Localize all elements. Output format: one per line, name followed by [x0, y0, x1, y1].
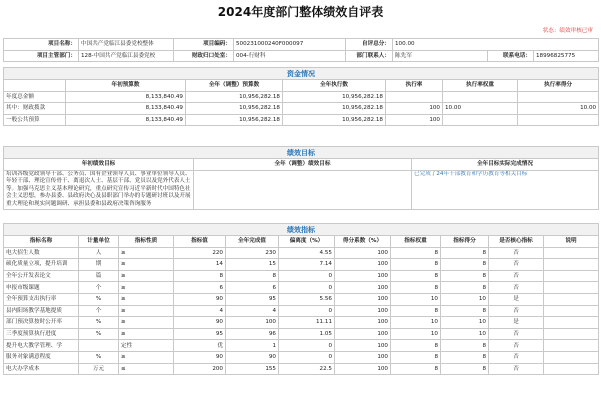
indicator-cell: 100 [335, 363, 391, 375]
indicator-cell [544, 351, 599, 363]
project-name-label: 项目名称： [4, 39, 79, 51]
status-badge: 状态：绩效审核已审 [542, 28, 593, 34]
indicator-cell: 8 [441, 259, 489, 271]
table-row [4, 328, 599, 340]
funds-cell [386, 91, 443, 103]
indicator-cell: ≤ [119, 363, 174, 375]
funds-header: 执行率 [386, 80, 443, 92]
project-name-value: 中国共产党临江县委党校整体 [79, 39, 174, 51]
indicator-cell: 230 [226, 247, 279, 259]
table-row [4, 259, 599, 271]
funds-header: 执行率得分 [518, 80, 599, 92]
indicator-cell: 5.56 [279, 293, 335, 305]
funds-cell [443, 114, 518, 126]
indicator-cell: 服务对象满意程度 [4, 351, 79, 363]
funds-header: 执行率权重 [443, 80, 518, 92]
funds-cell [518, 91, 599, 103]
indicator-cell: 100 [335, 340, 391, 352]
indicator-cell: 8 [391, 247, 441, 259]
table-row [4, 270, 599, 282]
funds-row-label: 年度总金额 [4, 91, 66, 103]
table-row [4, 340, 599, 352]
indicator-cell: 8 [391, 270, 441, 282]
indicator-rows [4, 247, 599, 375]
indicator-cell: % [79, 317, 119, 329]
indicator-cell: ≥ [119, 247, 174, 259]
phone-label: 联系电话： [488, 50, 534, 62]
indicator-cell: 申报市级课题 [4, 282, 79, 294]
funds-header: 年初预算数 [66, 80, 186, 92]
indicator-cell: 定性 [119, 340, 174, 352]
funds-section-title: 资金情况 [4, 68, 599, 80]
funds-row-label: 一般公共预算 [4, 114, 66, 126]
indicator-cell [544, 317, 599, 329]
funds-header: 全年执行数 [283, 80, 386, 92]
indicator-cell: 10 [441, 317, 489, 329]
finance-value: 004-行财科 [234, 50, 346, 62]
indicator-cell: 100 [335, 293, 391, 305]
indicator-cell [544, 270, 599, 282]
indicator-cell [544, 259, 599, 271]
indicator-cell: 90 [226, 351, 279, 363]
indicator-cell [544, 282, 599, 294]
indicators-table [3, 223, 599, 375]
indicator-cell: ≥ [119, 282, 174, 294]
goals-header: 全年（调整）绩效目标 [194, 159, 412, 171]
indicator-cell: 96 [226, 328, 279, 340]
self-score-label: 自评总分： [346, 39, 393, 51]
indicator-cell: 优 [174, 340, 226, 352]
indicator-cell: % [79, 293, 119, 305]
indicator-cell: 否 [489, 363, 544, 375]
phone-value: 18996825775 [534, 50, 599, 62]
indicator-cell: 6 [226, 282, 279, 294]
funds-header-blank [4, 80, 66, 92]
indicator-cell: 8 [391, 363, 441, 375]
indicator-cell: 电大办学成本 [4, 363, 79, 375]
actual-goal-text: 已完成了24年干部教育和学历教育等相关目标 [412, 170, 599, 209]
funds-cell: 10,956,282.18 [186, 91, 283, 103]
goals-header: 全年目标实际完成情况 [412, 159, 599, 171]
indicator-cell: ≥ [119, 305, 174, 317]
indicator-cell: 8 [391, 305, 441, 317]
indicator-cell: % [79, 351, 119, 363]
funds-cell: 8,133,840.49 [66, 91, 186, 103]
indicator-cell: 100 [335, 282, 391, 294]
funds-cell: 100 [386, 114, 443, 126]
indicator-cell: 100 [226, 317, 279, 329]
indicator-cell: 全年预算支出执行率 [4, 293, 79, 305]
indicator-cell: 155 [226, 363, 279, 375]
indicator-header: 得分系数（%） [335, 236, 391, 248]
indicator-cell: 0 [279, 282, 335, 294]
indicator-cell: 22.5 [279, 363, 335, 375]
indicator-cell: 否 [489, 259, 544, 271]
indicator-cell: 8 [441, 351, 489, 363]
contact-label: 部门联系人： [346, 50, 393, 62]
indicator-cell: 100 [335, 270, 391, 282]
funds-cell: 10,956,282.18 [283, 103, 386, 115]
indicator-cell: 8 [441, 270, 489, 282]
indicator-cell: 8 [441, 247, 489, 259]
indicator-cell: ≥ [119, 270, 174, 282]
indicator-cell: 否 [489, 351, 544, 363]
funds-cell: 8,133,840.49 [66, 114, 186, 126]
indicator-cell: ≥ [119, 259, 174, 271]
indicator-cell: 10 [441, 328, 489, 340]
indicator-cell: 硕化质量立项，提升培训 [4, 259, 79, 271]
table-row [4, 317, 599, 329]
indicator-header: 指标值 [174, 236, 226, 248]
funds-cell [443, 91, 518, 103]
dept-label: 项目主管部门： [4, 50, 79, 62]
indicator-cell: 期 [79, 259, 119, 271]
indicator-header: 偏离度（%） [279, 236, 335, 248]
indicator-cell: 200 [174, 363, 226, 375]
indicator-cell: 10 [391, 328, 441, 340]
funds-cell [518, 114, 599, 126]
indicator-cell: 8 [391, 282, 441, 294]
indicator-cell: 90 [174, 351, 226, 363]
indicator-cell: 100 [335, 247, 391, 259]
funds-cell: 100 [386, 103, 443, 115]
indicator-cell: 4 [174, 305, 226, 317]
table-row [4, 363, 599, 375]
indicator-cell: ≥ [119, 293, 174, 305]
indicator-header: 指标权重 [391, 236, 441, 248]
indicator-cell: 是 [489, 317, 544, 329]
table-row [4, 351, 599, 363]
indicator-cell: ≥ [119, 328, 174, 340]
indicator-cell: 6 [174, 282, 226, 294]
indicator-cell: 全年公开发表论文 [4, 270, 79, 282]
indicator-cell: 否 [489, 270, 544, 282]
indicator-cell: 否 [489, 282, 544, 294]
funds-row [4, 114, 599, 126]
indicator-cell [544, 305, 599, 317]
indicator-cell: 100 [335, 259, 391, 271]
indicator-cell [544, 340, 599, 352]
goals-section-title: 绩效目标 [4, 147, 599, 159]
funds-cell: 10.00 [443, 103, 518, 115]
indicator-header: 指标名称 [4, 236, 79, 248]
indicator-cell: 100 [335, 328, 391, 340]
goals-header: 年初绩效目标 [4, 159, 194, 171]
indicator-cell: 1.05 [279, 328, 335, 340]
self-score-value: 100.00 [393, 39, 599, 51]
indicator-cell: 10 [391, 317, 441, 329]
indicator-cell: 县内阳场教学基地提质 [4, 305, 79, 317]
funds-cell: 10,956,282.18 [283, 114, 386, 126]
indicator-cell: 部门预决算按时公开率 [4, 317, 79, 329]
indicator-cell: 8 [174, 270, 226, 282]
indicator-cell: 0 [279, 351, 335, 363]
finance-label: 财政归口处室： [174, 50, 234, 62]
funds-cell: 10,956,282.18 [186, 114, 283, 126]
indicator-cell: 否 [489, 340, 544, 352]
indicator-cell: 95 [174, 328, 226, 340]
indicator-cell: 14 [174, 259, 226, 271]
goals-table [3, 146, 599, 210]
indicator-cell: 万元 [79, 363, 119, 375]
indicator-cell: 15 [226, 259, 279, 271]
indicator-cell: 个 [79, 305, 119, 317]
table-row [4, 247, 599, 259]
indicator-cell: 100 [335, 305, 391, 317]
indicator-cell: % [79, 328, 119, 340]
table-row [4, 305, 599, 317]
project-code-label: 项目编码： [174, 39, 234, 51]
indicator-cell: 0 [279, 340, 335, 352]
project-code-value: 500231000240F000097 [234, 39, 346, 51]
indicator-cell: 是 [489, 293, 544, 305]
indicator-cell: 篇 [79, 270, 119, 282]
table-row [4, 282, 599, 294]
indicator-header: 指标得分 [441, 236, 489, 248]
indicator-cell: 0 [279, 305, 335, 317]
indicator-cell: 1 [226, 340, 279, 352]
indicator-cell: 8 [441, 340, 489, 352]
indicator-cell: 8 [391, 259, 441, 271]
indicator-cell: 否 [489, 328, 544, 340]
funds-cell: 8,133,840.49 [66, 103, 186, 115]
indicator-cell: 10 [441, 293, 489, 305]
indicator-header: 是否核心指标 [489, 236, 544, 248]
indicator-cell: 提升电大教学管理、学 [4, 340, 79, 352]
funds-header: 全年（调整）预算数 [186, 80, 283, 92]
indicator-cell: 4.55 [279, 247, 335, 259]
indicator-cell: 电大招生人数 [4, 247, 79, 259]
indicator-cell: 否 [489, 305, 544, 317]
indicator-header: 计量单位 [79, 236, 119, 248]
indicator-cell: 8 [441, 363, 489, 375]
indicator-cell: 三季度预算执行进度 [4, 328, 79, 340]
indicator-cell [544, 328, 599, 340]
indicator-header: 全年完成值 [226, 236, 279, 248]
indicator-cell: ≥ [119, 351, 174, 363]
indicator-header: 说明 [544, 236, 599, 248]
indicator-cell: ≥ [119, 317, 174, 329]
indicator-cell: 否 [489, 247, 544, 259]
funds-table [3, 67, 599, 126]
funds-row-label: 其中：财政拨款 [4, 103, 66, 115]
indicator-cell [79, 340, 119, 352]
indicator-cell: 90 [174, 293, 226, 305]
indicator-cell [544, 293, 599, 305]
indicator-cell: 4 [226, 305, 279, 317]
indicator-cell: 8 [441, 282, 489, 294]
indicator-cell: 100 [335, 317, 391, 329]
indicator-cell: 个 [79, 282, 119, 294]
indicator-cell: 95 [226, 293, 279, 305]
indicator-cell [544, 247, 599, 259]
indicator-cell: 0 [279, 270, 335, 282]
indicator-cell: 220 [174, 247, 226, 259]
indicator-cell: 8 [226, 270, 279, 282]
indicator-header: 指标性质 [119, 236, 174, 248]
table-row [4, 293, 599, 305]
page-title: 2024年度部门整体绩效自评表 [217, 5, 384, 19]
indicator-cell: 8 [391, 351, 441, 363]
funds-cell: 10,956,282.18 [283, 91, 386, 103]
funds-cell: 10,956,282.18 [186, 103, 283, 115]
indicator-cell: 100 [335, 351, 391, 363]
indicator-cell: 8 [391, 340, 441, 352]
funds-row [4, 103, 599, 115]
indicator-cell: 11.11 [279, 317, 335, 329]
dept-value: 128-中国共产党临江县委党校 [79, 50, 174, 62]
initial-goal-text: 培训各级党政领导干部、公务员、国有企业领导人员、事业单位领导人员、年轻干部、理论宣传骨干、离退次人士、基层干部、党员以及党外代表人士等。加强马克思主义基本理论研究，重点研究宣传习近平新时代中国特色社会主义思想，参办县委、县政府决心及县职部门举办的专题研讨班以及开展重大理论和现实问题调研、承担县委和县政府决策咨询服务 [4, 170, 194, 209]
indicator-cell: 7.14 [279, 259, 335, 271]
contact-value: 陈先军 [393, 50, 488, 62]
funds-cell: 10.00 [518, 103, 599, 115]
indicator-cell: 人 [79, 247, 119, 259]
indicators-section-title: 绩效指标 [4, 224, 599, 236]
info-table [3, 38, 599, 62]
indicator-cell: 8 [441, 305, 489, 317]
adjusted-goal-text [194, 170, 412, 209]
funds-row [4, 91, 599, 103]
indicator-cell [544, 363, 599, 375]
indicator-cell: 90 [174, 317, 226, 329]
indicator-cell: 10 [391, 293, 441, 305]
